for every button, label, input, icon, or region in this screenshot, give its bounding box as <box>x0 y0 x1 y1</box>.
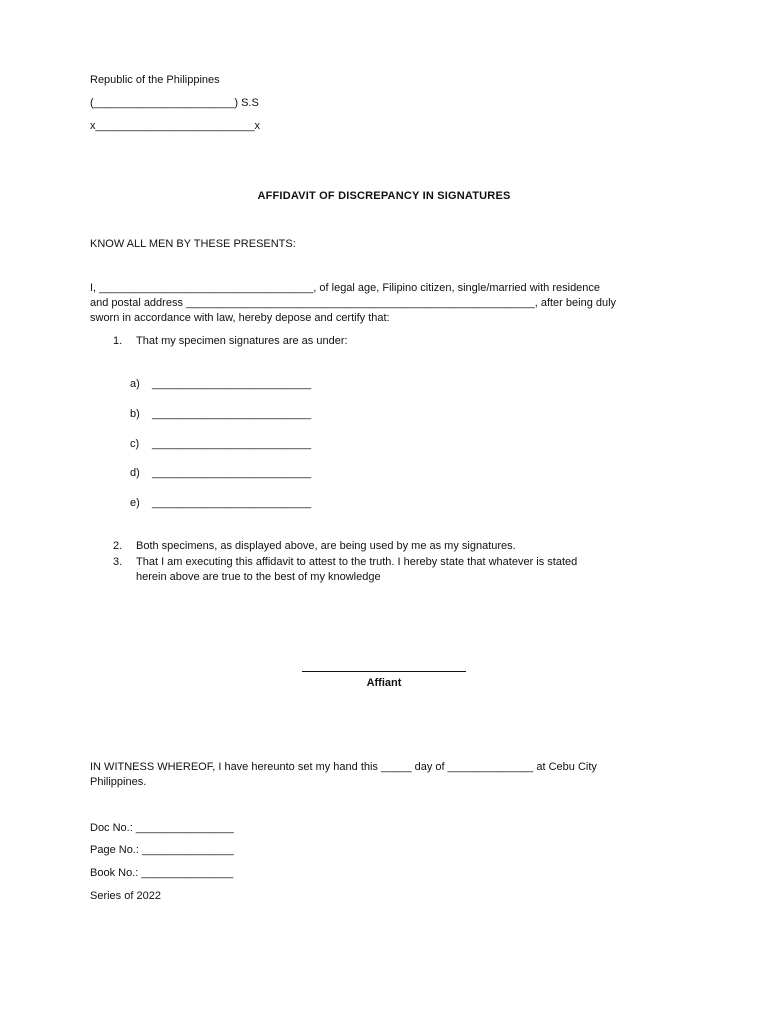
item-2-text: Both specimens, as displayed above, are being used by me as my signatures. <box>136 540 516 552</box>
witness-line-2: Philippines. <box>90 776 147 788</box>
republic-heading: Republic of the Philippines <box>90 74 220 86</box>
item-3-line-2: herein above are true to the best of my knowledge <box>136 571 381 583</box>
document-title: AFFIDAVIT OF DISCREPANCY IN SIGNATURES <box>257 190 511 202</box>
intro-text: KNOW ALL MEN BY THESE PRESENTS: <box>90 238 296 250</box>
venue-line: (_______________________) S.S <box>90 97 259 109</box>
series-year: Series of 2022 <box>90 890 161 902</box>
page-number: Page No.: _______________ <box>90 844 234 856</box>
book-number: Book No.: _______________ <box>90 867 234 879</box>
signature-c-line: __________________________ <box>152 438 312 450</box>
x-line: x__________________________x <box>90 120 261 132</box>
deposition-line-3: sworn in accordance with law, hereby depose and certify that: <box>90 312 390 324</box>
item-3-line-1: That I am executing this affidavit to attest to the truth. I hereby state that whatever is stated <box>136 556 578 568</box>
signature-a-line: __________________________ <box>152 378 312 390</box>
signature-d-label: d) <box>130 467 140 479</box>
affiant-label: Affiant <box>366 677 402 689</box>
signature-b-line: __________________________ <box>152 408 312 420</box>
signature-c-label: c) <box>130 438 140 450</box>
signature-b-label: b) <box>130 408 140 420</box>
witness-line-1: IN WITNESS WHEREOF, I have hereunto set my hand this _____ day of ______________ at Cebu City <box>90 761 597 773</box>
item-2-number: 2. <box>113 540 123 552</box>
signature-a-label: a) <box>130 378 140 390</box>
item-3-number: 3. <box>113 556 123 568</box>
deposition-line-2: and postal address _________________________________________________________, after being duly <box>90 297 617 309</box>
signature-e-label: e) <box>130 497 140 509</box>
item-1-text: That my specimen signatures are as under: <box>136 335 348 347</box>
item-1-number: 1. <box>113 335 123 347</box>
signature-e-line: __________________________ <box>152 497 312 509</box>
doc-number: Doc No.: ________________ <box>90 822 234 834</box>
signature-d-line: __________________________ <box>152 467 312 479</box>
deposition-line-1: I, ___________________________________, of legal age, Filipino citizen, single/married with residence <box>90 282 601 294</box>
affiant-signature-line <box>302 671 466 672</box>
